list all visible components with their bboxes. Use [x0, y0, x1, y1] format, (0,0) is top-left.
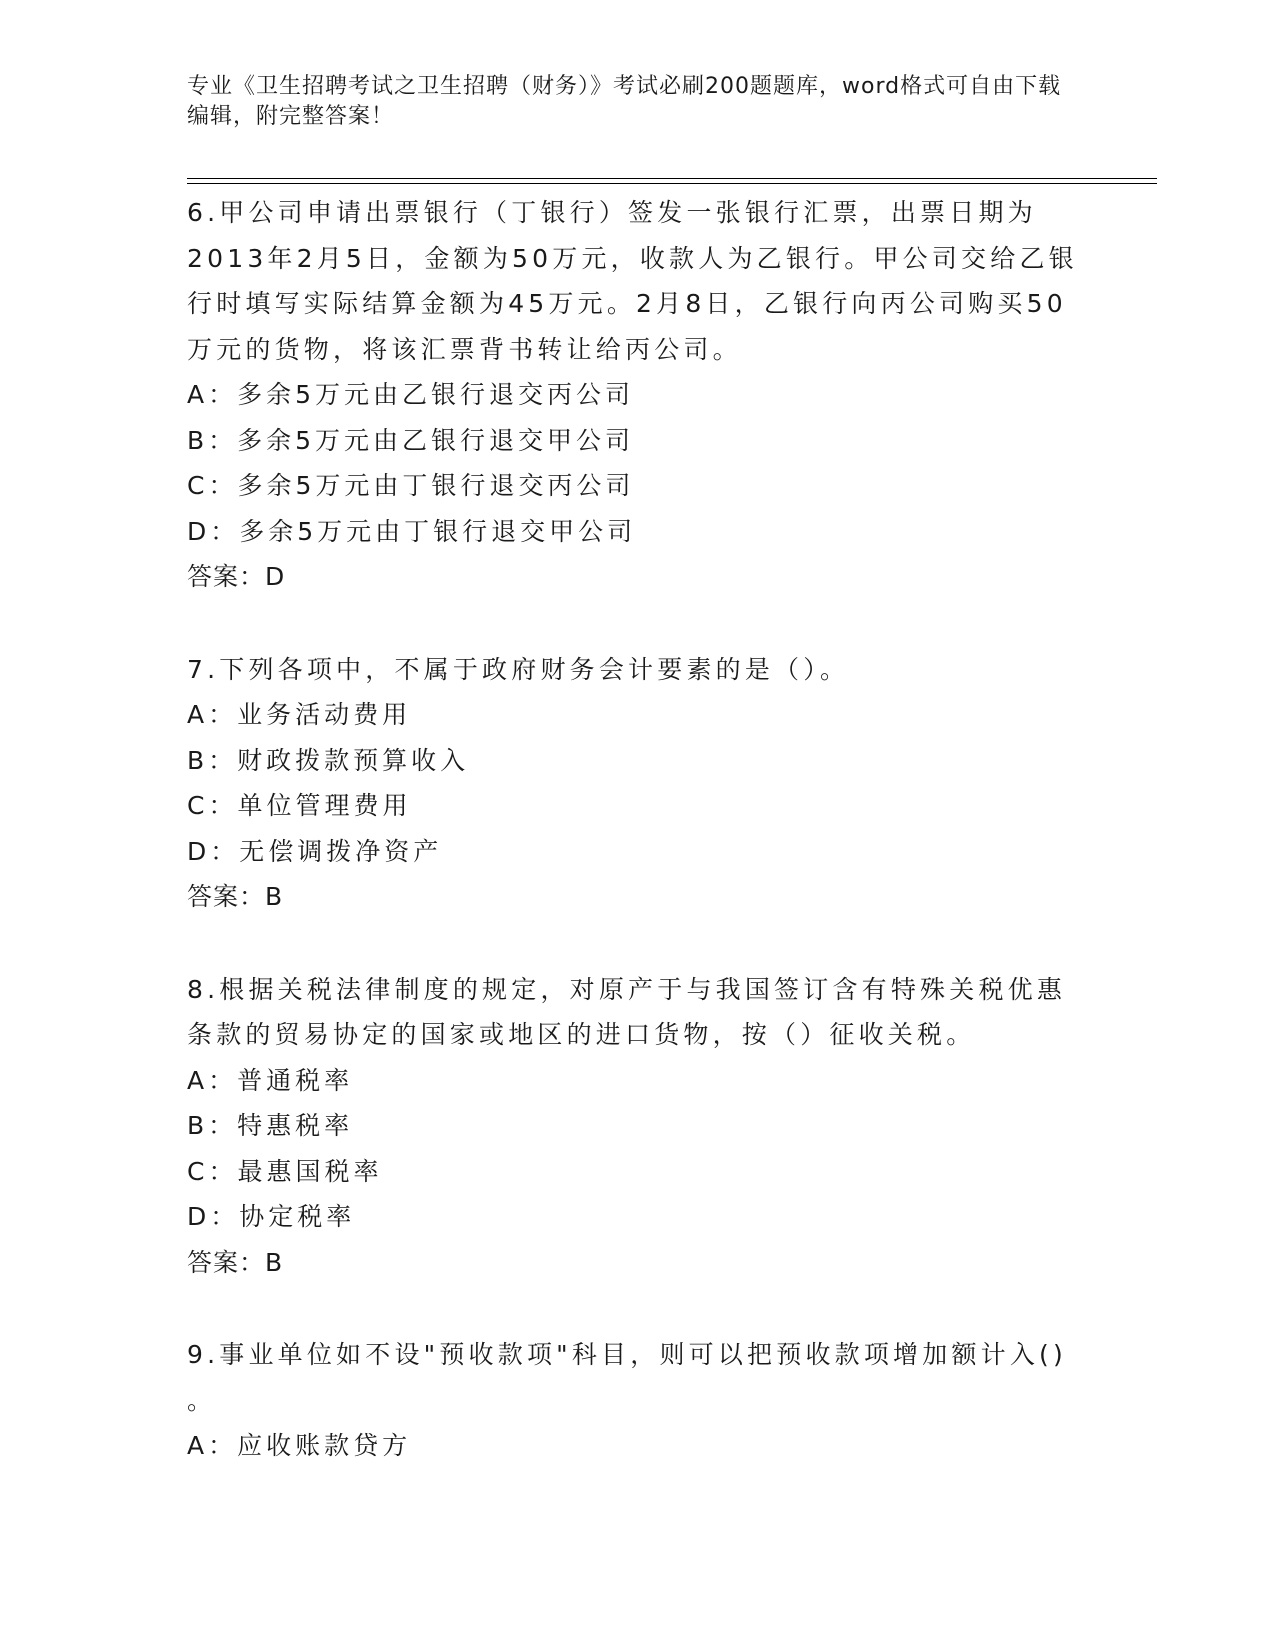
question-stem-line: 行时填写实际结算金额为45万元。2月8日，乙银行向丙公司购买50 [187, 289, 1067, 318]
option-a: A：多余5万元由乙银行退交丙公司 [187, 380, 635, 409]
question-stem-line: 8.根据关税法律制度的规定，对原产于与我国签订含有特殊关税优惠 [187, 974, 1067, 1004]
question-stem-line: 条款的贸易协定的国家或地区的进口货物，按（）征收关税。 [187, 1020, 976, 1049]
option-b: B：多余5万元由乙银行退交甲公司 [187, 425, 635, 455]
option-a: A：普通税率 [187, 1065, 354, 1095]
option-b: B：财政拨款预算收入 [187, 745, 470, 775]
question-8 [187, 967, 1087, 1286]
question-stem-line: 7.下列各项中，不属于政府财务会计要素的是（）。 [187, 654, 850, 684]
option-a: A：应收账款贷方 [187, 1431, 412, 1460]
question-list [187, 190, 1087, 1516]
option-c: C：最惠国税率 [187, 1156, 383, 1186]
header-text: 专业《卫生招聘考试之卫生招聘（财务）》考试必刷200题题库，word格式可自由下载编辑，附完整答案！ [187, 74, 1062, 129]
option-c: C：多余5万元由丁银行退交丙公司 [187, 471, 635, 500]
option-b: B：特惠税率 [187, 1111, 354, 1140]
header-divider-bottom [187, 183, 1157, 184]
question-9 [187, 1332, 1087, 1469]
question-stem-line: 6.甲公司申请出票银行（丁银行）签发一张银行汇票，出票日期为 [187, 198, 1037, 227]
option-c: C：单位管理费用 [187, 791, 412, 820]
question-stem-line: 2013年2月5日，金额为50万元，收款人为乙银行。甲公司交给乙银 [187, 243, 1078, 273]
question-stem-line: 。 [187, 1385, 217, 1415]
answer-line: 答案：D [187, 562, 286, 591]
question-stem-line: 9.事业单位如不设"预收款项"科目，则可以把预收款项增加额计入() [187, 1340, 1067, 1369]
option-d: D：协定税率 [187, 1202, 356, 1231]
option-a: A：业务活动费用 [187, 700, 412, 729]
answer-line: 答案：B [187, 1247, 284, 1277]
question-6 [187, 190, 1087, 600]
header-divider-top [187, 178, 1157, 179]
option-d: D：多余5万元由丁银行退交甲公司 [187, 516, 637, 546]
question-7 [187, 647, 1087, 920]
document-header [187, 72, 1067, 132]
answer-line: 答案：B [187, 882, 284, 911]
option-d: D：无偿调拨净资产 [187, 836, 443, 866]
question-stem-line: 万元的货物，将该汇票背书转让给丙公司。 [187, 334, 742, 364]
